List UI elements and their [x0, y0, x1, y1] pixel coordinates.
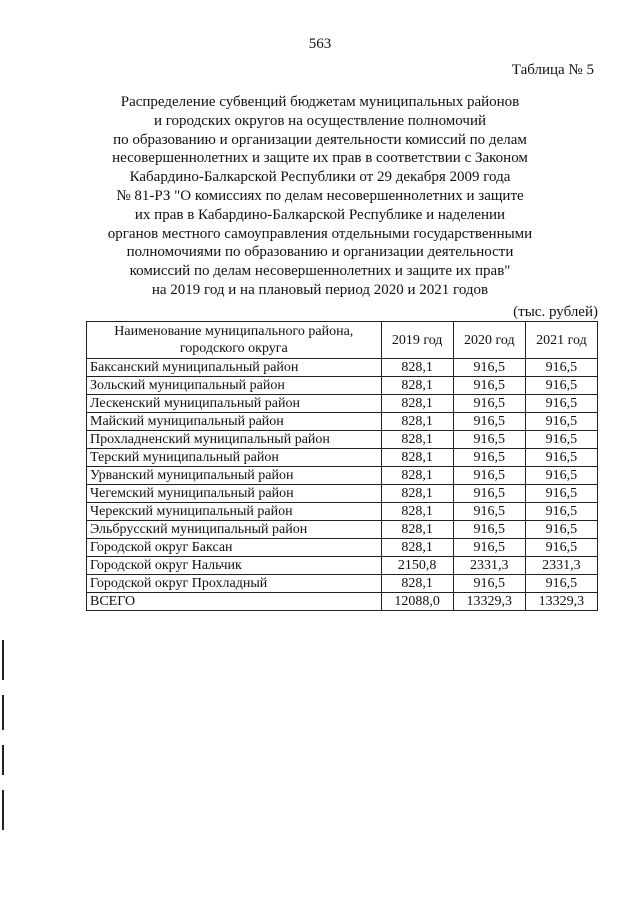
value-2019: 828,1: [381, 575, 453, 593]
value-2021: 916,5: [525, 539, 597, 557]
table-row: [87, 377, 598, 395]
total-2021: 13329,3: [525, 593, 597, 611]
value-2019: 828,1: [381, 503, 453, 521]
total-row: [87, 593, 598, 611]
value-2020: 916,5: [453, 377, 525, 395]
page-number: 563: [308, 36, 332, 52]
value-2019: 828,1: [381, 521, 453, 539]
district-name: Эльбрусский муниципальный район: [87, 521, 382, 539]
value-2021: 916,5: [525, 503, 597, 521]
value-2020: 916,5: [453, 449, 525, 467]
value-2021: 2331,3: [525, 557, 597, 575]
value-2020: 916,5: [453, 575, 525, 593]
value-2019: 828,1: [381, 377, 453, 395]
value-2021: 916,5: [525, 485, 597, 503]
district-name: Урванский муниципальный район: [87, 467, 382, 485]
value-2019: 828,1: [381, 359, 453, 377]
scan-margin-marks: [2, 640, 8, 840]
value-2020: 916,5: [453, 413, 525, 431]
value-2019: 828,1: [381, 467, 453, 485]
value-2020: 916,5: [453, 395, 525, 413]
value-2021: 916,5: [525, 521, 597, 539]
value-2020: 916,5: [453, 539, 525, 557]
value-2020: 916,5: [453, 485, 525, 503]
table-row: [87, 557, 598, 575]
total-2019: 12088,0: [381, 593, 453, 611]
subvention-table: [86, 321, 598, 611]
value-2019: 828,1: [381, 539, 453, 557]
district-name: Городской округ Баксан: [87, 539, 382, 557]
value-2021: 916,5: [525, 431, 597, 449]
value-2021: 916,5: [525, 395, 597, 413]
value-2020: 2331,3: [453, 557, 525, 575]
value-2019: 828,1: [381, 431, 453, 449]
value-2019: 2150,8: [381, 557, 453, 575]
value-2020: 916,5: [453, 503, 525, 521]
value-2020: 916,5: [453, 467, 525, 485]
district-name: Терский муниципальный район: [87, 449, 382, 467]
value-2020: 916,5: [453, 521, 525, 539]
value-2019: 828,1: [381, 395, 453, 413]
value-2021: 916,5: [525, 413, 597, 431]
district-name: Баксанский муниципальный район: [87, 359, 382, 377]
total-2020: 13329,3: [453, 593, 525, 611]
table-row: [87, 449, 598, 467]
table-row: [87, 521, 598, 539]
table-row: [87, 485, 598, 503]
value-2021: 916,5: [525, 359, 597, 377]
table-row: [87, 431, 598, 449]
total-label: ВСЕГО: [87, 593, 382, 611]
document-title: Распределение субвенций бюджетам муниципальных районов и городских округов на осуществление полномочий по образованию и организации деятельности комиссий по делам несовершеннолетних и защите их прав в соответствии с Законом Кабардино-Балкарской Республики от 29 декабря 2009 года № 81-РЗ "О комиссиях по делам несовершеннолетних и защите их прав в Кабардино-Балкарской Республике и наделении органов местного самоуправления отдельными государственными полномочиями по образованию и организации деятельности комиссий по делам несовершеннолетних и защите их прав" на 2019 год и на плановый период 2020 и 2021 годов: [107, 94, 533, 298]
value-2020: 916,5: [453, 431, 525, 449]
value-2021: 916,5: [525, 575, 597, 593]
value-2021: 916,5: [525, 467, 597, 485]
table-header-row: [87, 322, 598, 359]
value-2019: 828,1: [381, 449, 453, 467]
district-name: Прохладненский муниципальный район: [87, 431, 382, 449]
table-row: [87, 575, 598, 593]
value-2019: 828,1: [381, 485, 453, 503]
district-name: Черекский муниципальный район: [87, 503, 382, 521]
table-label: Таблица № 5: [511, 62, 594, 78]
table-row: [87, 359, 598, 377]
table-row: [87, 539, 598, 557]
table-row: [87, 503, 598, 521]
units-label: (тыс. рублей): [513, 304, 598, 320]
header-year-2020: 2020 год: [453, 322, 525, 359]
district-name: Чегемский муниципальный район: [87, 485, 382, 503]
district-name: Майский муниципальный район: [87, 413, 382, 431]
district-name: Лескенский муниципальный район: [87, 395, 382, 413]
district-name: Городской округ Прохладный: [87, 575, 382, 593]
header-district-name: Наименование муниципального района, городского округа: [87, 322, 382, 359]
district-name: Зольский муниципальный район: [87, 377, 382, 395]
value-2019: 828,1: [381, 413, 453, 431]
district-name: Городской округ Нальчик: [87, 557, 382, 575]
table-row: [87, 467, 598, 485]
table-row: [87, 413, 598, 431]
value-2020: 916,5: [453, 359, 525, 377]
table-row: [87, 395, 598, 413]
header-year-2019: 2019 год: [381, 322, 453, 359]
value-2021: 916,5: [525, 449, 597, 467]
header-year-2021: 2021 год: [525, 322, 597, 359]
value-2021: 916,5: [525, 377, 597, 395]
